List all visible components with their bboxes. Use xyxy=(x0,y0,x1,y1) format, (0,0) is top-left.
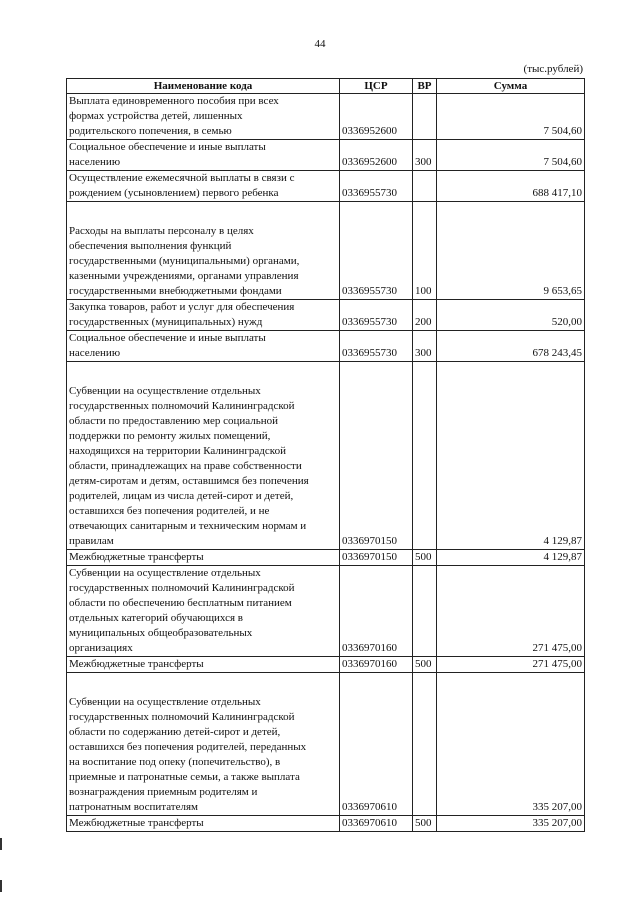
cell-csr: 0336955730 xyxy=(340,331,413,362)
cell-csr: 0336970150 xyxy=(340,362,413,550)
margin-mark-top xyxy=(0,838,2,850)
budget-table xyxy=(66,78,585,832)
table-row xyxy=(67,657,585,673)
header-vr: ВР xyxy=(413,79,437,94)
table-row xyxy=(67,94,585,140)
cell-csr: 0336970610 xyxy=(340,816,413,832)
cell-sum: 7 504,60 xyxy=(437,140,585,171)
table-row xyxy=(67,171,585,202)
cell-name: Закупка товаров, работ и услуг для обеспечения государственных (муниципальных) нужд xyxy=(67,300,340,331)
cell-vr xyxy=(413,673,437,816)
cell-csr: 0336955730 xyxy=(340,300,413,331)
table-row xyxy=(67,362,585,550)
cell-vr: 500 xyxy=(413,816,437,832)
table-row xyxy=(67,140,585,171)
cell-csr: 0336955730 xyxy=(340,171,413,202)
cell-sum: 271 475,00 xyxy=(437,657,585,673)
cell-vr xyxy=(413,362,437,550)
cell-vr: 100 xyxy=(413,202,437,300)
cell-vr: 300 xyxy=(413,140,437,171)
table-row xyxy=(67,202,585,300)
cell-csr: 0336955730 xyxy=(340,202,413,300)
cell-csr: 0336970150 xyxy=(340,550,413,566)
cell-sum: 335 207,00 xyxy=(437,673,585,816)
cell-name: Субвенции на осуществление отдельных государственных полномочий Калининградской области по содержанию детей-сирот и детей, оставшихся без попечения родителей, переданных на воспитание под опеку (попечительство), в приемные и патронатные семьи, а также выплата вознаграждения приемным родителям и патронатным воспитателям xyxy=(67,673,340,816)
cell-vr: 300 xyxy=(413,331,437,362)
cell-name: Субвенции на осуществление отдельных государственных полномочий Калининградской области по обеспечению бесплатным питанием отдельных категорий обучающихся в муниципальных общеобразовательных организациях xyxy=(67,566,340,657)
table-row xyxy=(67,673,585,816)
cell-name: Межбюджетные трансферты xyxy=(67,657,340,673)
table-row xyxy=(67,566,585,657)
header-csr: ЦСР xyxy=(340,79,413,94)
cell-sum: 335 207,00 xyxy=(437,816,585,832)
cell-csr: 0336952600 xyxy=(340,140,413,171)
cell-sum: 4 129,87 xyxy=(437,550,585,566)
cell-csr: 0336970160 xyxy=(340,657,413,673)
cell-sum: 678 243,45 xyxy=(437,331,585,362)
table-row xyxy=(67,550,585,566)
table-row xyxy=(67,331,585,362)
table-row xyxy=(67,816,585,832)
cell-sum: 4 129,87 xyxy=(437,362,585,550)
cell-name: Межбюджетные трансферты xyxy=(67,550,340,566)
cell-vr: 500 xyxy=(413,550,437,566)
table-body xyxy=(67,94,585,832)
cell-sum: 9 653,65 xyxy=(437,202,585,300)
cell-name: Выплата единовременного пособия при всех формах устройства детей, лишенных родительского попечения, в семью xyxy=(67,94,340,140)
cell-vr xyxy=(413,566,437,657)
cell-vr: 200 xyxy=(413,300,437,331)
cell-csr: 0336970160 xyxy=(340,566,413,657)
cell-name: Расходы на выплаты персоналу в целях обеспечения выполнения функций государственными (муниципальными) органами, казенными учреждениями, органами управления государственными внебюджетными фондами xyxy=(67,202,340,300)
cell-name: Социальное обеспечение и иные выплаты населению xyxy=(67,331,340,362)
units-label: (тыс.рублей) xyxy=(523,63,583,75)
cell-sum: 271 475,00 xyxy=(437,566,585,657)
cell-name: Межбюджетные трансферты xyxy=(67,816,340,832)
cell-sum: 520,00 xyxy=(437,300,585,331)
cell-sum: 7 504,60 xyxy=(437,94,585,140)
header-name: Наименование кода xyxy=(67,79,340,94)
page-number: 44 xyxy=(314,38,326,50)
margin-mark-bottom xyxy=(0,880,2,892)
table-header-row xyxy=(67,79,585,94)
cell-sum: 688 417,10 xyxy=(437,171,585,202)
table-row xyxy=(67,300,585,331)
cell-vr xyxy=(413,94,437,140)
cell-csr: 0336952600 xyxy=(340,94,413,140)
cell-csr: 0336970610 xyxy=(340,673,413,816)
cell-name: Социальное обеспечение и иные выплаты населению xyxy=(67,140,340,171)
header-sum: Сумма xyxy=(437,79,585,94)
cell-vr: 500 xyxy=(413,657,437,673)
cell-vr xyxy=(413,171,437,202)
cell-name: Субвенции на осуществление отдельных государственных полномочий Калининградской области по предоставлению мер социальной поддержки по ремонту жилых помещений, находящихся на территории Калининградской области, принадлежащих на праве собственности детям-сиротам и детям, оставшимся без попечения родителей, лицам из числа детей-сирот и детей, оставшихся без попечения родителей, и не отвечающих санитарным и техническим нормам и правилам xyxy=(67,362,340,550)
cell-name: Осуществление ежемесячной выплаты в связи с рождением (усыновлением) первого ребенка xyxy=(67,171,340,202)
